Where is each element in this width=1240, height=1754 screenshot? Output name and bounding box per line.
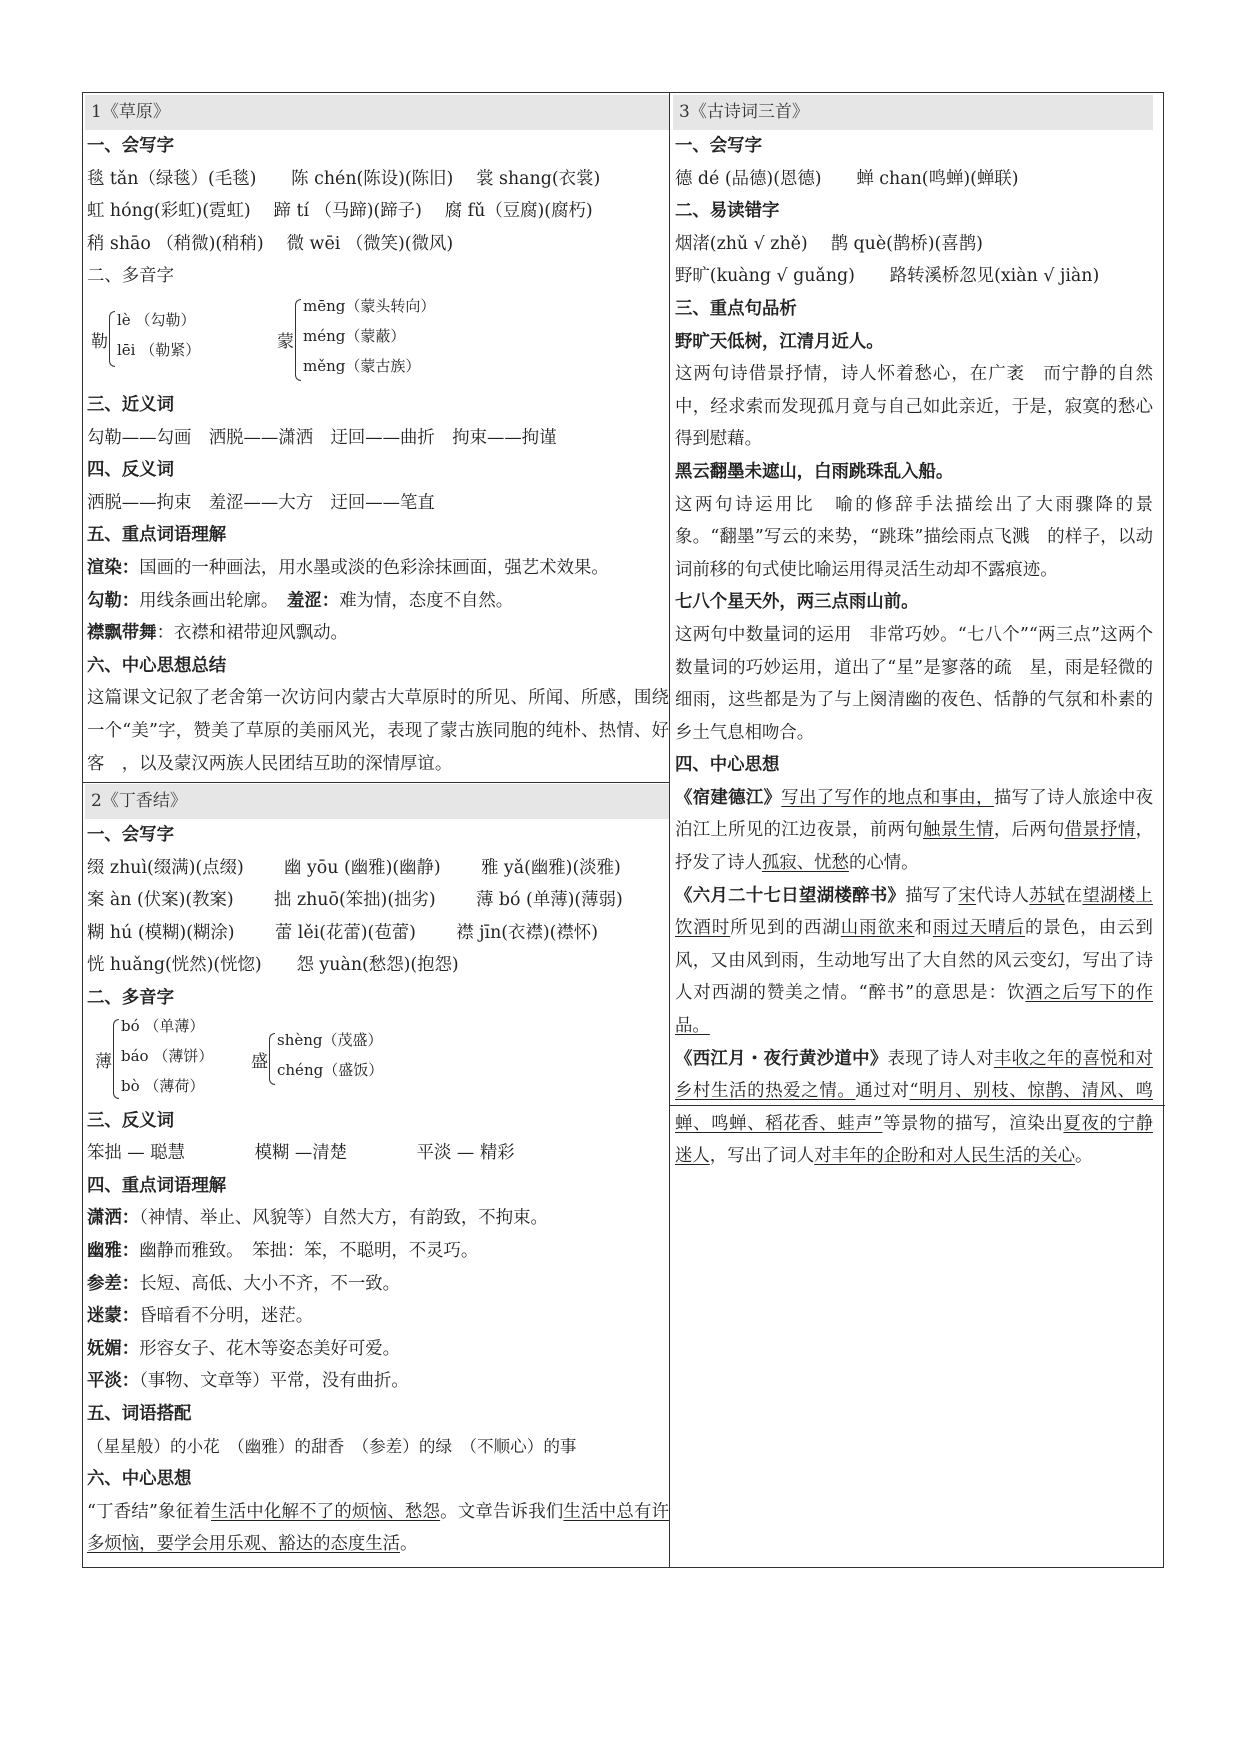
section-caoyuan xyxy=(85,95,669,781)
underlined-phrase: 生活中总有许多烦恼，要学会用乐观、豁达的态度生活 xyxy=(87,1501,669,1555)
key-sentence: 七八个星天外，两三点雨山前。 xyxy=(675,592,919,613)
brace xyxy=(295,299,301,381)
definition: 用线条画出轮廓。 xyxy=(139,590,288,611)
term: 妩媚： xyxy=(87,1338,140,1359)
underlined-phrase: 生活中化解不了的烦恼、愁怨 xyxy=(210,1501,441,1522)
poly-reading: bó （单薄） xyxy=(121,1016,205,1035)
section-gushici xyxy=(673,95,1163,1167)
text-run: 表现了诗人对 xyxy=(887,1048,994,1069)
underlined-phrase: “明月、别枝、惊鹊、清风、鸣蝉、鸣蝉、稻花香、蛙声” xyxy=(675,1081,1153,1134)
definition: （事物、文章等）平常，没有曲折。 xyxy=(139,1371,409,1392)
antonyms-line: 洒脱——拘束 羞涩——大方 迂回——笔直 xyxy=(87,492,435,513)
write-chars-line-3: 稍 shāo （稍微)(稍稍) 微 wēi （微笑)(微风) xyxy=(87,233,454,254)
heading-central-idea: 六、中心思想总结 xyxy=(87,655,227,676)
text-run: ，抒发了诗人 xyxy=(675,820,1153,874)
definition: 形容女子、花木等姿态美好可爱。 xyxy=(139,1338,401,1359)
definition: 幽静而雅致。 笨拙：笨，不聪明，不灵巧。 xyxy=(139,1240,479,1261)
central-idea-text: 这篇课文记叙了老舍第一次访问内蒙古大草原时的所见、所闻、所感，围绕一个“美”字，赞美了草原的美丽风光，表现了蒙古族同胞的纯朴、热情、好客 ，以及蒙汉两族人民团结互助的深情厚谊。 xyxy=(87,688,669,774)
poly-char-meng: 蒙 xyxy=(277,331,294,352)
heading-polyphonic: 二、多音字 xyxy=(87,266,174,287)
term: 幽雅： xyxy=(87,1240,140,1261)
heading-synonyms: 三、近义词 xyxy=(87,394,174,415)
poem-summary-1 xyxy=(673,782,1153,880)
column-divider xyxy=(669,93,670,1567)
definition-line xyxy=(85,1300,669,1333)
underlined-phrase: 借景抒情 xyxy=(1064,820,1136,841)
write-chars-line-1: 毯 tǎn（绿毯）(毛毯) 陈 chén(陈设)(陈旧) 裳 shang(衣裳) xyxy=(87,168,601,189)
text-run: ，写出了词人 xyxy=(709,1146,815,1167)
underlined-phrase: 宋 xyxy=(958,885,977,906)
antonyms-line: 笨拙 — 聪慧 模糊 —清楚 平淡 — 精彩 xyxy=(87,1143,515,1164)
poem-title: 《宿建德江》 xyxy=(675,787,782,808)
misread-line-1: 烟渚(zhǔ √ zhě) 鹊 què(鹊桥)(喜鹊) xyxy=(675,233,983,254)
text-run: 在 xyxy=(1064,885,1083,906)
sentence-analysis: 这两句诗借景抒情，诗人怀着愁心，在广袤 而宁静的自然中，经求索而发现孤月竟与自己如此亲近，于是，寂寞的愁心得到慰藉。 xyxy=(675,364,1153,450)
definition-line xyxy=(85,1268,669,1301)
heading-polyphonic: 二、多音字 xyxy=(87,987,174,1008)
poly-char-bao: 薄 xyxy=(95,1051,112,1072)
poly-reading: měng（蒙古族） xyxy=(303,356,421,375)
term: 平淡： xyxy=(87,1371,140,1392)
poly-char-le: 勒 xyxy=(91,331,108,352)
key-sentence: 黑云翻墨未遮山，白雨跳珠乱入船。 xyxy=(675,461,954,482)
brace xyxy=(113,1019,119,1099)
heading-antonyms: 四、反义词 xyxy=(87,460,174,481)
collocation-line: （星星般）的小花 （幽雅）的甜香 （参差）的绿 （不顺心）的事 xyxy=(87,1436,577,1456)
text-run: 。文章告诉我们 xyxy=(440,1501,564,1522)
definition: 国画的一种画法，用水墨或淡的色彩涂抹画面，强艺术效果。 xyxy=(139,557,609,578)
key-sentence: 野旷天低树，江清月近人。 xyxy=(675,331,884,352)
text-run: 。 xyxy=(400,1534,418,1555)
poem-summary-2 xyxy=(673,880,1153,1043)
poly-reading: lè （勾勒） xyxy=(117,310,196,329)
poem-title: 《西江月・夜行黄沙道中》 xyxy=(675,1048,888,1069)
underlined-phrase: 雨过天晴后 xyxy=(932,918,1026,939)
term: 襟飘带舞 xyxy=(87,623,157,644)
misread-line-2: 野旷(kuàng √ guǎng) 路转溪桥忽见(xiàn √ jiàn) xyxy=(675,266,1100,287)
empty-cell xyxy=(673,1107,1163,1567)
text-run: 和 xyxy=(914,918,933,939)
definition-line xyxy=(85,585,669,618)
poly-reading: báo （薄饼） xyxy=(121,1046,214,1065)
sentence-analysis: 这两句诗运用比 喻的修辞手法描绘出了大雨骤降的景象。“翻墨”写云的来势，“跳珠”描绘雨点飞溅 的样子，以动词前移的句式使比喻运用得灵活生动却不露痕迹。 xyxy=(675,494,1153,580)
synonyms-line: 勾勒——勾画 洒脱——潇洒 迂回——曲折 拘束——拘谨 xyxy=(87,427,557,448)
underlined-phrase: 写出了写作的地点和事由， xyxy=(781,787,994,808)
central-idea-text xyxy=(85,1496,669,1561)
heading-collocation: 五、词语搭配 xyxy=(87,1403,192,1424)
row-divider-left xyxy=(83,782,669,783)
section-dingxiangjie xyxy=(85,784,669,1567)
text-run: 描写了 xyxy=(905,885,959,906)
underlined-phrase: 夏夜的宁静迷人 xyxy=(675,1113,1153,1167)
text-run: 描写了诗人旅途中夜泊江上所见的江边夜景，前两句 xyxy=(675,787,1153,841)
definition: 长短、高低、大小不齐，不一致。 xyxy=(139,1273,401,1294)
section-title: 1《草原》 xyxy=(85,95,669,130)
poly-reading: chéng（盛饭） xyxy=(277,1060,384,1079)
text-run: 代诗人 xyxy=(976,885,1030,906)
definition: 难为情，态度不自然。 xyxy=(339,590,514,611)
underlined-phrase: 丰收之年的喜悦和对乡村生活的热爱之情。 xyxy=(675,1048,1153,1102)
definition-line xyxy=(85,1333,669,1366)
term: 潇洒： xyxy=(87,1208,140,1229)
heading-key-words: 五、重点词语理解 xyxy=(87,525,227,546)
write-chars-line-2: 虹 hóng(彩虹)(霓虹) 蹄 tí （马蹄)(蹄子) 腐 fǔ（豆腐)(腐朽) xyxy=(87,201,593,222)
section-title: 2《丁香结》 xyxy=(85,784,669,819)
sentence-analysis: 这两句中数量词的运用 非常巧妙。“七八个”“两三点”这两个数量词的巧妙运用，道出了“星”是寥落的疏 星，雨是轻微的细雨，这些都是为了与上阕清幽的夜色、恬静的气氛和朴素的乡土气息相吻合。 xyxy=(675,624,1153,743)
brace xyxy=(269,1033,275,1085)
underlined-phrase: 对丰年的企盼和对人民生活的关心 xyxy=(814,1146,1076,1167)
text-run: 的心情。 xyxy=(848,853,919,874)
heading-central-idea: 四、中心思想 xyxy=(675,755,780,776)
underlined-phrase: 苏轼 xyxy=(1029,885,1065,906)
heading-write-chars: 一、会写字 xyxy=(87,136,174,156)
text-run: 等景物的描写，渲染出 xyxy=(882,1113,1064,1134)
underlined-phrase: 孤寂、忧愁 xyxy=(761,853,849,874)
text-run: 所见到的西湖 xyxy=(730,918,841,939)
term: 渲染： xyxy=(87,557,140,578)
text-run: 。 xyxy=(1075,1146,1093,1167)
definition: 昏暗看不分明，迷茫。 xyxy=(139,1306,314,1327)
underlined-phrase: 山雨欲来 xyxy=(840,918,915,939)
definition: ：衣襟和裙带迎风飘动。 xyxy=(156,623,348,644)
term: 迷蒙： xyxy=(87,1306,140,1327)
definition-line xyxy=(85,1202,669,1235)
heading-key-words: 四、重点词语理解 xyxy=(87,1175,227,1196)
text-run: 的景色，由云到风，又由风到雨，生动地写出了大自然的风云变幻，写出了诗人对西湖的赞美之情。“醉书”的意思是：饮 xyxy=(675,918,1153,1004)
heading-central-idea: 六、中心思想 xyxy=(87,1469,192,1490)
text-run: “丁香结”象征着 xyxy=(87,1501,211,1522)
heading-misread-chars: 二、易读错字 xyxy=(675,201,780,222)
poly-reading: shèng（茂盛） xyxy=(277,1030,383,1049)
underlined-phrase: 望湖楼上饮酒时 xyxy=(675,885,1153,939)
definition-line xyxy=(85,617,669,650)
heading-key-sentences: 三、重点句品析 xyxy=(675,298,797,319)
term: 参差： xyxy=(87,1273,140,1294)
definition-line xyxy=(85,1365,669,1398)
write-chars-line-3: 糊 hú (模糊)(糊涂) 蕾 lěi(花蕾)(苞蕾) 襟 jīn(衣襟)(襟怀) xyxy=(87,922,598,943)
poly-reading: mēng（蒙头转向） xyxy=(303,296,436,315)
underlined-phrase: 酒之后写下的作品。 xyxy=(675,983,1153,1037)
poly-char-sheng: 盛 xyxy=(251,1051,268,1072)
write-chars-line-1: 缀 zhuì(缀满)(点缀) 幽 yōu (幽雅)(幽静) 雅 yǎ(幽雅)(淡雅) xyxy=(87,857,621,878)
term: 羞涩： xyxy=(287,590,340,611)
definition: （神情、举止、风貌等）自然大方，有韵致，不拘束。 xyxy=(139,1208,548,1229)
text-run: ，后两句 xyxy=(993,820,1065,841)
write-chars-line-1: 德 dé (品德)(恩德) 蝉 chan(鸣蝉)(蝉联) xyxy=(675,168,1019,189)
heading-antonyms: 三、反义词 xyxy=(87,1110,174,1131)
polyphonic-group xyxy=(85,1015,669,1105)
definition-line xyxy=(85,1235,669,1268)
term: 勾勒： xyxy=(87,590,140,611)
brace xyxy=(109,311,115,367)
poly-reading: lēi （勒紧） xyxy=(117,340,201,359)
underlined-phrase: 触景生情 xyxy=(922,820,994,841)
write-chars-line-4: 恍 huǎng(恍然)(恍惚) 怨 yuàn(愁怨)(抱怨) xyxy=(87,955,459,976)
write-chars-line-2: 案 àn (伏案)(教案) 拙 zhuō(笨拙)(拙劣) 薄 bó (单薄)(薄弱) xyxy=(87,890,623,911)
notes-sheet xyxy=(82,92,1164,1568)
heading-write-chars: 一、会写字 xyxy=(87,825,174,845)
heading-write-chars: 一、会写字 xyxy=(675,136,762,156)
poem-title: 《六月二十七日望湖楼醉书》 xyxy=(675,885,906,906)
definition-line xyxy=(85,552,669,585)
polyphonic-group xyxy=(85,293,669,389)
section-title: 3《古诗词三首》 xyxy=(673,95,1153,130)
poly-reading: bò （薄荷） xyxy=(121,1076,205,1095)
text-run: 通过对 xyxy=(855,1081,910,1102)
poly-reading: méng（蒙蔽） xyxy=(303,326,406,345)
